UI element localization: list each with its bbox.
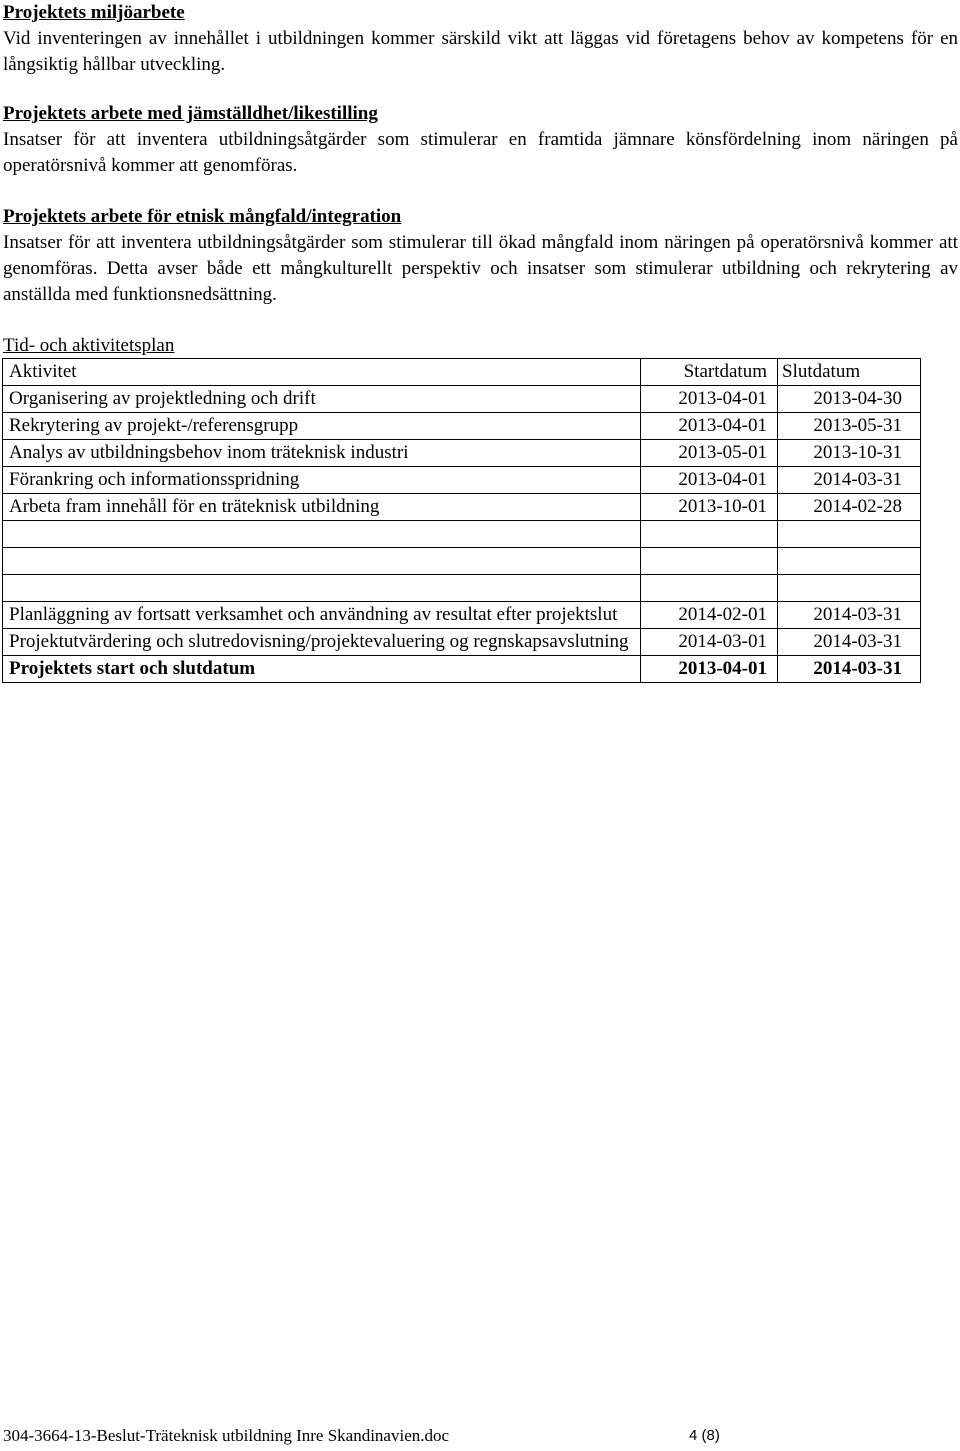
plan-title: Tid- och aktivitetsplan [3, 335, 175, 356]
row-activity [3, 575, 641, 602]
section-heading: Projektets arbete med jämställdhet/likestilling [3, 103, 378, 124]
row-start: 2014-03-01 [641, 629, 778, 656]
row-end [778, 548, 921, 575]
table-row-empty [3, 575, 921, 602]
section-text: Insatser för att inventera utbildningsåtgärder som stimulerar en framtida jämnare könsfördelning inom näringen på operatörsnivå kommer att genomföras. [3, 129, 958, 176]
table-total-row [3, 656, 921, 683]
row-activity: Planläggning av fortsatt verksamhet och användning av resultat efter projektslut [3, 602, 641, 629]
row-end: 2013-04-30 [778, 386, 921, 413]
table-row [3, 386, 921, 413]
table-row [3, 629, 921, 656]
row-start: 2013-04-01 [641, 467, 778, 494]
row-end [778, 575, 921, 602]
row-activity [3, 521, 641, 548]
section-heading: Projektets arbete för etnisk mångfald/integration [3, 206, 402, 227]
row-end: 2013-10-31 [778, 440, 921, 467]
row-end: 2014-03-31 [778, 629, 921, 656]
activity-plan-table [2, 358, 921, 683]
total-activity: Projektets start och slutdatum [3, 656, 641, 683]
header-end: Slutdatum [778, 359, 921, 386]
row-start [641, 548, 778, 575]
row-activity: Rekrytering av projekt-/referensgrupp [3, 413, 641, 440]
row-activity: Arbeta fram innehåll för en träteknisk utbildning [3, 494, 641, 521]
section-text: Vid inventeringen av innehållet i utbildningen kommer särskild vikt att läggas vid företagens behov av kompetens för en långsiktig hållbar utveckling. [3, 28, 958, 75]
section-jamstalldhet [3, 101, 958, 179]
row-start: 2013-10-01 [641, 494, 778, 521]
table-row [3, 494, 921, 521]
table-row [3, 440, 921, 467]
table-row [3, 413, 921, 440]
section-miljoarbete [3, 0, 958, 78]
header-start: Startdatum [641, 359, 778, 386]
footer-page-number: 4 (8) [689, 1427, 720, 1444]
table-header-row [3, 359, 921, 386]
row-start: 2013-05-01 [641, 440, 778, 467]
footer-document-name: 304-3664-13-Beslut-Träteknisk utbildning Inre Skandinavien.doc [3, 1426, 450, 1445]
row-activity: Organisering av projektledning och drift [3, 386, 641, 413]
section-text: Insatser för att inventera utbildningsåtgärder som stimulerar till ökad mångfald inom näringen på operatörsnivå kommer att genomföras. Detta avser både ett mångkulturellt perspektiv och insatser som stimulerar utbildning och rekrytering av anställda med funktionsnedsättning. [3, 232, 958, 305]
row-activity: Analys av utbildningsbehov inom träteknisk industri [3, 440, 641, 467]
row-activity [3, 548, 641, 575]
row-start [641, 575, 778, 602]
row-activity: Projektutvärdering och slutredovisning/projektevaluering og regnskapsavslutning [3, 629, 641, 656]
total-end: 2014-03-31 [778, 656, 921, 683]
row-activity: Förankring och informationsspridning [3, 467, 641, 494]
table-row [3, 602, 921, 629]
table-row-empty [3, 548, 921, 575]
section-heading: Projektets miljöarbete [3, 2, 185, 23]
row-start: 2013-04-01 [641, 386, 778, 413]
total-start: 2013-04-01 [641, 656, 778, 683]
row-end: 2013-05-31 [778, 413, 921, 440]
row-end: 2014-03-31 [778, 467, 921, 494]
row-start: 2013-04-01 [641, 413, 778, 440]
table-row [3, 467, 921, 494]
row-end: 2014-03-31 [778, 602, 921, 629]
row-start: 2014-02-01 [641, 602, 778, 629]
row-start [641, 521, 778, 548]
row-end [778, 521, 921, 548]
section-mangfald [3, 204, 958, 308]
table-row-empty [3, 521, 921, 548]
row-end: 2014-02-28 [778, 494, 921, 521]
page-footer [3, 1425, 720, 1447]
header-activity: Aktivitet [3, 359, 641, 386]
